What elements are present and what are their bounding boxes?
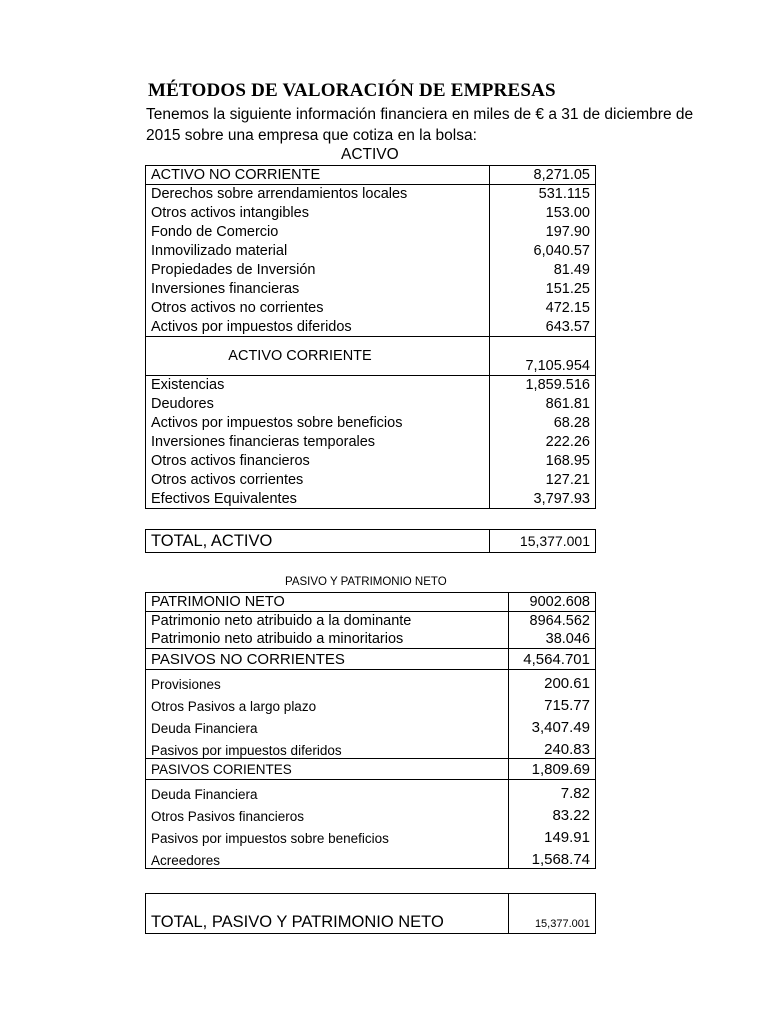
row-label: Patrimonio neto atribuido a minoritarios <box>146 630 509 649</box>
table-row <box>146 630 596 649</box>
row-value: 472.15 <box>490 299 596 318</box>
total-value: 15,377.001 <box>509 894 596 934</box>
row-value: 81.49 <box>490 261 596 280</box>
table-row <box>146 670 596 693</box>
row-label: Deudores <box>146 395 490 414</box>
activo-heading: ACTIVO <box>341 146 399 163</box>
table-row <box>146 299 596 318</box>
table-row <box>146 376 596 395</box>
row-value: 240.83 <box>509 736 596 759</box>
row-value: 127.21 <box>490 471 596 490</box>
page-title: MÉTODOS DE VALORACIÓN DE EMPRESAS <box>148 80 556 101</box>
row-value: 153.00 <box>490 204 596 223</box>
row-value: 1,859.516 <box>490 376 596 395</box>
row-label: Existencias <box>146 376 490 395</box>
row-label: ACTIVO NO CORRIENTE <box>146 166 490 185</box>
row-value: 4,564.701 <box>509 649 596 670</box>
row-label: Otros Pasivos a largo plazo <box>146 692 509 714</box>
total-label: TOTAL, PASIVO Y PATRIMONIO NETO <box>146 894 509 934</box>
total-pasivo-table <box>145 893 596 934</box>
row-label: PASIVOS CORIENTES <box>146 759 509 780</box>
table-row <box>146 780 596 803</box>
row-value: 197.90 <box>490 223 596 242</box>
activo-corriente-row <box>146 337 596 376</box>
row-label: Otros activos corrientes <box>146 471 490 490</box>
table-row <box>146 490 596 509</box>
row-value: 8964.562 <box>509 612 596 631</box>
table-row <box>146 612 596 631</box>
table-row <box>146 185 596 204</box>
table-row <box>146 318 596 337</box>
row-value: 715.77 <box>509 692 596 714</box>
table-row <box>146 280 596 299</box>
row-label: Otros activos financieros <box>146 452 490 471</box>
table-row <box>146 433 596 452</box>
row-value: 8,271.05 <box>490 166 596 185</box>
row-value: 9002.608 <box>509 593 596 612</box>
row-label: Propiedades de Inversión <box>146 261 490 280</box>
table-row <box>146 414 596 433</box>
row-value: 83.22 <box>509 802 596 824</box>
activo-table <box>145 165 596 509</box>
row-label: Inversiones financieras temporales <box>146 433 490 452</box>
total-pasivo-row <box>146 894 596 934</box>
table-row <box>146 395 596 414</box>
row-value: 151.25 <box>490 280 596 299</box>
total-activo-table <box>145 529 596 553</box>
row-label: Inversiones financieras <box>146 280 490 299</box>
pasivo-table <box>145 592 596 869</box>
row-label: Provisiones <box>146 670 509 693</box>
row-value: 222.26 <box>490 433 596 452</box>
table-row <box>146 824 596 846</box>
row-value: 38.046 <box>509 630 596 649</box>
row-label: Deuda Financiera <box>146 780 509 803</box>
row-label: Derechos sobre arrendamientos locales <box>146 185 490 204</box>
row-value: 149.91 <box>509 824 596 846</box>
row-value: 861.81 <box>490 395 596 414</box>
row-label: Patrimonio neto atribuido a la dominante <box>146 612 509 631</box>
intro-text: Tenemos la siguiente información financiera en miles de € a 31 de diciembre de 2015 sobre una empresa que cotiza en la bolsa: <box>146 106 694 144</box>
table-row <box>146 452 596 471</box>
activo-no-corriente-row <box>146 166 596 185</box>
row-value: 643.57 <box>490 318 596 337</box>
row-value: 531.115 <box>490 185 596 204</box>
total-activo-row <box>146 530 596 553</box>
row-label: Efectivos Equivalentes <box>146 490 490 509</box>
row-value: 1,809.69 <box>509 759 596 780</box>
table-row <box>146 692 596 714</box>
patrimonio-neto-row <box>146 593 596 612</box>
pasivo-heading: PASIVO Y PATRIMONIO NETO <box>285 576 447 588</box>
row-value: 68.28 <box>490 414 596 433</box>
row-label: Activos por impuestos diferidos <box>146 318 490 337</box>
table-row <box>146 223 596 242</box>
row-label: Acreedores <box>146 846 509 869</box>
table-row <box>146 714 596 736</box>
row-value: 3,797.93 <box>490 490 596 509</box>
row-label: ACTIVO CORRIENTE <box>146 337 490 376</box>
row-label: Deuda Financiera <box>146 714 509 736</box>
row-label: Pasivos por impuestos sobre beneficios <box>146 824 509 846</box>
row-label: Otros Pasivos financieros <box>146 802 509 824</box>
table-row <box>146 802 596 824</box>
row-label: PASIVOS NO CORRIENTES <box>146 649 509 670</box>
row-value: 3,407.49 <box>509 714 596 736</box>
row-label: Pasivos por impuestos diferidos <box>146 736 509 759</box>
row-value: 6,040.57 <box>490 242 596 261</box>
row-label: Fondo de Comercio <box>146 223 490 242</box>
row-label: Otros activos intangibles <box>146 204 490 223</box>
pasivos-no-corrientes-row <box>146 649 596 670</box>
table-row <box>146 242 596 261</box>
total-value: 15,377.001 <box>490 530 596 553</box>
table-row <box>146 471 596 490</box>
table-row <box>146 261 596 280</box>
row-value: 168.95 <box>490 452 596 471</box>
row-value: 7.82 <box>509 780 596 803</box>
row-value: 7,105.954 <box>490 337 596 376</box>
row-label: Inmovilizado material <box>146 242 490 261</box>
pasivos-corrientes-row <box>146 759 596 780</box>
row-label: Activos por impuestos sobre beneficios <box>146 414 490 433</box>
table-row <box>146 846 596 869</box>
table-row <box>146 736 596 759</box>
total-label: TOTAL, ACTIVO <box>146 530 490 553</box>
row-value: 1,568.74 <box>509 846 596 869</box>
table-row <box>146 204 596 223</box>
row-value: 200.61 <box>509 670 596 693</box>
row-label: Otros activos no corrientes <box>146 299 490 318</box>
row-label: PATRIMONIO NETO <box>146 593 509 612</box>
